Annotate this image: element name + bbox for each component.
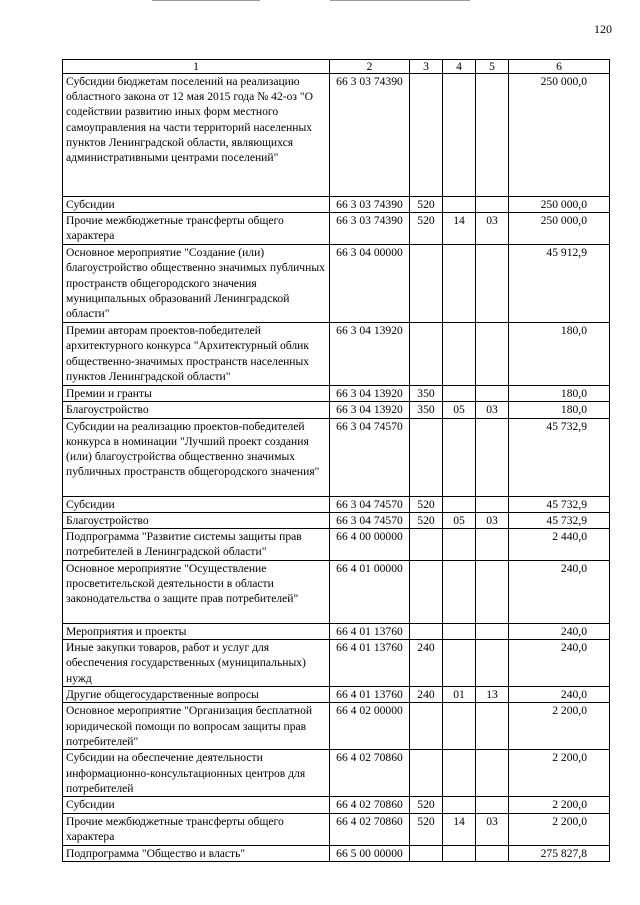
row-name: Субсидии на реализацию проектов-победителей конкурса в номинации "Лучший проект создания (или) благоустройства общественно значимых публичных пространств общегородского значения" xyxy=(63,418,330,496)
row-section: 14 xyxy=(443,213,476,245)
row-target-code: 66 3 04 74570 xyxy=(330,496,410,512)
row-subsection xyxy=(476,74,509,197)
row-subsection xyxy=(476,845,509,861)
row-section xyxy=(443,197,476,213)
row-subsection xyxy=(476,797,509,813)
row-section: 05 xyxy=(443,512,476,528)
row-expense-type xyxy=(410,245,443,323)
table-row xyxy=(63,624,610,640)
row-section xyxy=(443,624,476,640)
row-section xyxy=(443,418,476,496)
row-expense-type: 520 xyxy=(410,512,443,528)
row-section xyxy=(443,496,476,512)
row-subsection xyxy=(476,750,509,797)
row-amount: 45 732,9 xyxy=(509,418,610,496)
budget-table xyxy=(62,59,610,862)
row-name: Благоустройство xyxy=(63,402,330,418)
row-name: Подпрограмма "Общество и власть" xyxy=(63,845,330,861)
row-name: Субсидии xyxy=(63,496,330,512)
row-amount: 180,0 xyxy=(509,402,610,418)
row-expense-type xyxy=(410,561,443,624)
row-expense-type: 520 xyxy=(410,813,443,845)
table-row xyxy=(63,703,610,750)
row-target-code: 66 3 04 13920 xyxy=(330,386,410,402)
row-expense-type: 240 xyxy=(410,640,443,687)
col-1-header: 1 xyxy=(63,60,330,74)
row-target-code: 66 3 04 00000 xyxy=(330,245,410,323)
row-subsection: 13 xyxy=(476,687,509,703)
row-expense-type: 240 xyxy=(410,687,443,703)
table-row xyxy=(63,750,610,797)
row-target-code: 66 4 01 00000 xyxy=(330,561,410,624)
row-expense-type xyxy=(410,529,443,561)
row-target-code: 66 3 04 13920 xyxy=(330,402,410,418)
table-row xyxy=(63,813,610,845)
table-row xyxy=(63,197,610,213)
row-subsection xyxy=(476,323,509,386)
table-row xyxy=(63,845,610,861)
row-subsection xyxy=(476,624,509,640)
row-section xyxy=(443,561,476,624)
table-row xyxy=(63,529,610,561)
row-amount: 2 200,0 xyxy=(509,750,610,797)
row-name: Субсидии xyxy=(63,197,330,213)
row-amount: 240,0 xyxy=(509,640,610,687)
scan-edge-line xyxy=(330,0,470,1)
row-section: 05 xyxy=(443,402,476,418)
row-target-code: 66 4 01 13760 xyxy=(330,624,410,640)
row-amount: 240,0 xyxy=(509,687,610,703)
row-subsection: 03 xyxy=(476,402,509,418)
column-number-header xyxy=(63,60,610,74)
col-2-header: 2 xyxy=(330,60,410,74)
table-row xyxy=(63,496,610,512)
col-4-header: 4 xyxy=(443,60,476,74)
row-amount: 250 000,0 xyxy=(509,213,610,245)
row-expense-type: 350 xyxy=(410,386,443,402)
table-row xyxy=(63,402,610,418)
col-3-header: 3 xyxy=(410,60,443,74)
row-name: Основное мероприятие "Создание (или) благоустройство общественно значимых публичных пространств общегородского значения муниципальных образований Ленинградской области" xyxy=(63,245,330,323)
row-target-code: 66 4 02 00000 xyxy=(330,703,410,750)
row-name: Субсидии на обеспечение деятельности информационно-консультационных центров для потребителей xyxy=(63,750,330,797)
row-amount: 45 912,9 xyxy=(509,245,610,323)
row-amount: 2 200,0 xyxy=(509,813,610,845)
row-subsection xyxy=(476,386,509,402)
row-target-code: 66 4 02 70860 xyxy=(330,813,410,845)
row-section xyxy=(443,640,476,687)
row-amount: 250 000,0 xyxy=(509,197,610,213)
row-amount: 2 200,0 xyxy=(509,703,610,750)
row-target-code: 66 5 00 00000 xyxy=(330,845,410,861)
row-target-code: 66 4 01 13760 xyxy=(330,687,410,703)
table-row xyxy=(63,418,610,496)
row-subsection: 03 xyxy=(476,512,509,528)
row-section xyxy=(443,845,476,861)
row-amount: 250 000,0 xyxy=(509,74,610,197)
row-subsection xyxy=(476,561,509,624)
row-target-code: 66 4 00 00000 xyxy=(330,529,410,561)
row-name: Премии авторам проектов-победителей архитектурного конкурса "Архитектурный облик общественно-значимых пространств населенных пунктов Ленинградской области" xyxy=(63,323,330,386)
row-name: Прочие межбюджетные трансферты общего характера xyxy=(63,813,330,845)
row-name: Подпрограмма "Развитие системы защиты прав потребителей в Ленинградской области" xyxy=(63,529,330,561)
row-target-code: 66 3 04 74570 xyxy=(330,512,410,528)
row-subsection xyxy=(476,418,509,496)
table-row xyxy=(63,512,610,528)
row-section xyxy=(443,703,476,750)
row-section xyxy=(443,323,476,386)
row-target-code: 66 3 04 74570 xyxy=(330,418,410,496)
row-amount: 240,0 xyxy=(509,561,610,624)
row-amount: 45 732,9 xyxy=(509,512,610,528)
table-row xyxy=(63,386,610,402)
row-expense-type xyxy=(410,845,443,861)
page-number: 120 xyxy=(594,22,612,36)
row-expense-type xyxy=(410,624,443,640)
table-row xyxy=(63,245,610,323)
row-expense-type: 350 xyxy=(410,402,443,418)
row-amount: 180,0 xyxy=(509,386,610,402)
row-section xyxy=(443,797,476,813)
table-row xyxy=(63,213,610,245)
row-name: Субсидии xyxy=(63,797,330,813)
row-amount: 180,0 xyxy=(509,323,610,386)
row-name: Иные закупки товаров, работ и услуг для обеспечения государственных (муниципальных) нужд xyxy=(63,640,330,687)
row-name: Благоустройство xyxy=(63,512,330,528)
row-section xyxy=(443,245,476,323)
row-section xyxy=(443,386,476,402)
row-expense-type: 520 xyxy=(410,213,443,245)
row-subsection xyxy=(476,529,509,561)
row-name: Субсидии бюджетам поселений на реализацию областного закона от 12 мая 2015 года № 42-оз "О содействии развитию иных форм местного самоуправления на части территорий населенных пунктов Ленинградской области, являющихся административными центрами поселений" xyxy=(63,74,330,197)
table-row xyxy=(63,687,610,703)
table-row xyxy=(63,640,610,687)
row-section xyxy=(443,750,476,797)
row-section xyxy=(443,74,476,197)
table-row xyxy=(63,74,610,197)
row-subsection xyxy=(476,640,509,687)
row-expense-type: 520 xyxy=(410,496,443,512)
row-subsection xyxy=(476,245,509,323)
row-expense-type xyxy=(410,750,443,797)
row-target-code: 66 4 01 13760 xyxy=(330,640,410,687)
row-target-code: 66 3 03 74390 xyxy=(330,74,410,197)
row-expense-type: 520 xyxy=(410,197,443,213)
row-subsection xyxy=(476,703,509,750)
table-row xyxy=(63,561,610,624)
row-subsection xyxy=(476,496,509,512)
table-row xyxy=(63,323,610,386)
scan-edge-line xyxy=(152,0,260,1)
row-amount: 240,0 xyxy=(509,624,610,640)
row-name: Другие общегосударственные вопросы xyxy=(63,687,330,703)
row-target-code: 66 4 02 70860 xyxy=(330,750,410,797)
row-subsection: 03 xyxy=(476,813,509,845)
row-section: 01 xyxy=(443,687,476,703)
row-expense-type xyxy=(410,703,443,750)
row-target-code: 66 3 04 13920 xyxy=(330,323,410,386)
col-5-header: 5 xyxy=(476,60,509,74)
row-expense-type xyxy=(410,323,443,386)
row-subsection: 03 xyxy=(476,213,509,245)
row-expense-type: 520 xyxy=(410,797,443,813)
row-subsection xyxy=(476,197,509,213)
row-expense-type xyxy=(410,418,443,496)
table-row xyxy=(63,797,610,813)
row-name: Премии и гранты xyxy=(63,386,330,402)
row-name: Основное мероприятие "Организация бесплатной юридической помощи по вопросам защиты прав потребителей" xyxy=(63,703,330,750)
row-amount: 275 827,8 xyxy=(509,845,610,861)
row-amount: 2 440,0 xyxy=(509,529,610,561)
row-amount: 45 732,9 xyxy=(509,496,610,512)
row-section xyxy=(443,529,476,561)
row-section: 14 xyxy=(443,813,476,845)
row-target-code: 66 3 03 74390 xyxy=(330,197,410,213)
row-name: Основное мероприятие "Осуществление просветительской деятельности в области законодательства о защите прав потребителей" xyxy=(63,561,330,624)
row-target-code: 66 3 03 74390 xyxy=(330,213,410,245)
row-name: Прочие межбюджетные трансферты общего характера xyxy=(63,213,330,245)
row-expense-type xyxy=(410,74,443,197)
col-6-header: 6 xyxy=(509,60,610,74)
row-amount: 2 200,0 xyxy=(509,797,610,813)
row-name: Мероприятия и проекты xyxy=(63,624,330,640)
row-target-code: 66 4 02 70860 xyxy=(330,797,410,813)
